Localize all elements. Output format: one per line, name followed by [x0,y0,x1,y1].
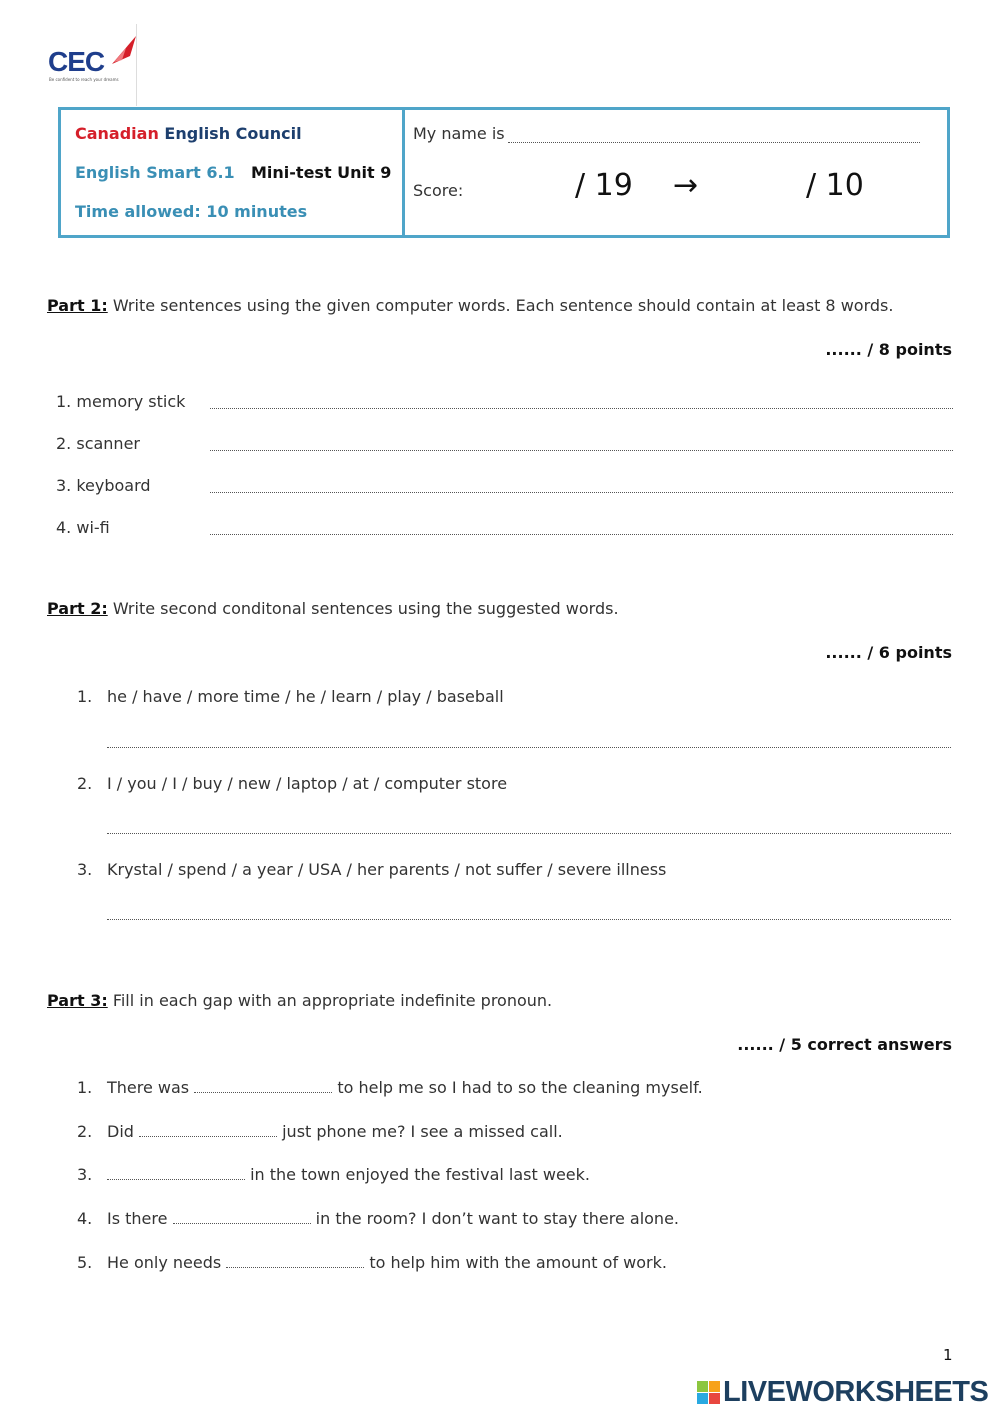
part2-label: Part 2: [47,599,108,618]
part1-item: 2. scanner [56,434,140,453]
part3-item [107,1165,590,1184]
logo-flag-icon [108,34,138,68]
part3-item [107,1122,563,1141]
gap-input[interactable] [107,1167,245,1180]
part2-item-number: 1. [77,687,93,706]
part3-instruction [47,991,552,1010]
part3-item [107,1209,679,1228]
logo-tagline: Be confident to reach your dreams [49,77,119,82]
council-name-red: Canadian [75,124,159,143]
part3-text-after: in the room? I don’t want to stay there alone. [310,1209,679,1228]
part1-answer-line[interactable] [210,394,953,409]
part3-item [107,1078,703,1097]
part3-text: Fill in each gap with an appropriate indefinite pronoun. [107,991,553,1010]
arrow-icon: → [673,168,699,203]
name-label: My name is [413,124,505,143]
part1-answer-line[interactable] [210,436,953,451]
logo-text: CEC [48,46,105,77]
part3-text-after: in the town enjoyed the festival last week. [245,1165,590,1184]
part1-item: 4. wi-fi [56,518,110,537]
name-input-line[interactable] [508,124,920,143]
book-title: English Smart 6.1 [75,163,235,182]
liveworksheets-icon [697,1381,721,1405]
part2-answer-line[interactable] [107,907,951,920]
cec-logo [48,32,138,92]
score-scaled: / 10 [806,168,864,203]
page-number: 1 [943,1346,953,1364]
time-allowed: Time allowed: 10 minutes [75,202,308,221]
part3-label: Part 3: [47,991,108,1010]
council-name [75,124,302,143]
part1-label: Part 1: [47,296,108,315]
part3-item-number: 4. [77,1209,93,1228]
part3-item [107,1253,667,1272]
part1-item: 1. memory stick [56,392,186,411]
part1-points: ...... / 8 points [825,340,952,359]
part3-item-number: 5. [77,1253,93,1272]
part3-text-after: to help him with the amount of work. [364,1253,667,1272]
part3-text-before: Is there [107,1209,173,1228]
gap-input[interactable] [173,1211,311,1224]
part3-text-after: to help me so I had to so the cleaning myself. [332,1078,703,1097]
part3-item-number: 2. [77,1122,93,1141]
part3-item-number: 3. [77,1165,93,1184]
part2-item-text: he / have / more time / he / learn / play / baseball [107,687,504,706]
watermark-text: LIVEWORKSHEETS [723,1376,989,1408]
part3-text-after: just phone me? I see a missed call. [277,1122,563,1141]
part2-item-number: 3. [77,860,93,879]
part3-points: ...... / 5 correct answers [737,1035,952,1054]
part1-answer-line[interactable] [210,520,953,535]
council-name-rest: English Council [158,124,302,143]
logo-divider [136,24,137,106]
part1-answer-line[interactable] [210,478,953,493]
part3-text-before: Did [107,1122,140,1141]
part2-item-number: 2. [77,774,93,793]
test-title: Mini-test Unit 9 [251,163,392,182]
part2-answer-line[interactable] [107,821,951,834]
part3-item-number: 1. [77,1078,93,1097]
gap-input[interactable] [226,1255,364,1268]
part3-text-before: He only needs [107,1253,227,1272]
part2-instruction [47,599,619,618]
header-divider [402,107,405,238]
score-total: / 19 [575,168,633,203]
part2-answer-line[interactable] [107,735,951,748]
part2-item-text: Krystal / spend / a year / USA / her parents / not suffer / severe illness [107,860,667,879]
part1-text: Write sentences using the given computer words. Each sentence should contain at least 8 words. [107,296,894,315]
part3-text-before: There was [107,1078,195,1097]
part2-points: ...... / 6 points [825,643,952,662]
part1-item: 3. keyboard [56,476,151,495]
part1-instruction [47,296,893,315]
gap-input[interactable] [139,1124,277,1137]
part2-item-text: I / you / I / buy / new / laptop / at / computer store [107,774,508,793]
part2-text: Write second conditonal sentences using the suggested words. [107,599,619,618]
score-label: Score: [413,181,464,200]
gap-input[interactable] [194,1080,332,1093]
